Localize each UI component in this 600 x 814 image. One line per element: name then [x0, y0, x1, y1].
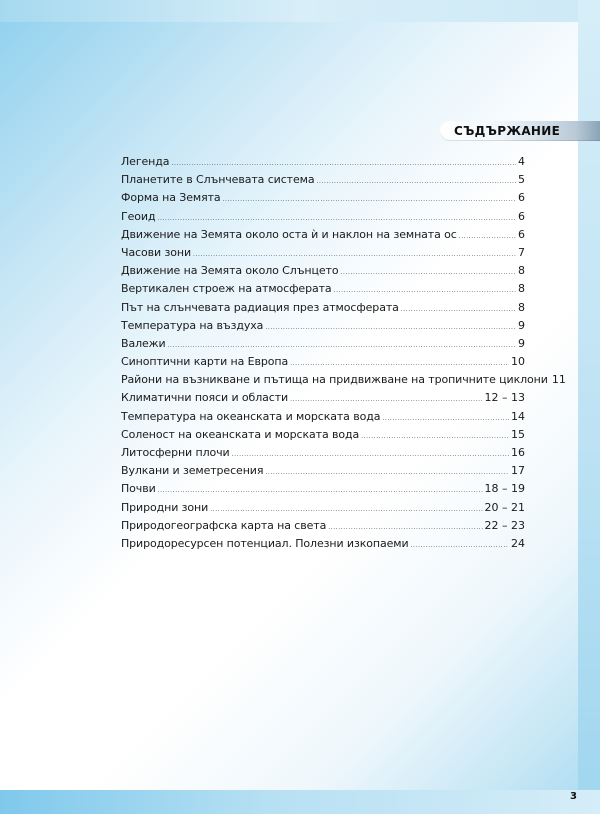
toc-entry-page: 16 [511, 446, 525, 459]
toc-leader-dots [401, 301, 516, 319]
toc-entry-title: Почви [121, 482, 156, 496]
toc-entry-title: Геоид [121, 209, 156, 223]
toc-entry-title: Валежи [121, 336, 166, 350]
toc-entry-title: Форма на Земята [121, 191, 221, 205]
toc-entry[interactable] [121, 535, 525, 553]
toc-entry-title: Движение на Земята около оста ѝ и наклон на земната ос [121, 227, 457, 241]
toc-entry-page: 6 [518, 209, 525, 223]
toc-entry-title: Планетите в Слънчевата система [121, 173, 315, 187]
toc-entry-page: 11 [551, 373, 566, 387]
toc-entry[interactable] [121, 371, 566, 389]
toc-entry-page: 6 [518, 191, 525, 205]
toc-entry-title: Температура на океанската и морската вода [121, 409, 381, 423]
toc-entry[interactable] [121, 353, 525, 371]
toc-entry[interactable] [121, 226, 525, 244]
toc-entry[interactable] [121, 244, 525, 262]
toc-entry-title: Синоптични карти на Европа [121, 355, 289, 369]
toc-entry-page: 8 [518, 300, 525, 314]
toc-entry[interactable] [121, 171, 525, 189]
toc-entry-title: Природогеографска карта на света [121, 518, 327, 532]
toc-entry[interactable] [121, 499, 525, 517]
toc-entry-page: 12 – 13 [484, 391, 525, 405]
toc-leader-dots [265, 319, 516, 337]
toc-entry[interactable] [121, 317, 525, 335]
toc-entry-page: 9 [518, 336, 525, 350]
page-title: СЪДЪРЖАНИЕ [454, 124, 561, 138]
toc-entry-title: Часови зони [121, 245, 192, 259]
toc-entry[interactable] [121, 517, 525, 535]
table-of-contents [121, 153, 566, 553]
toc-entry[interactable] [121, 299, 525, 317]
toc-entry-page: 18 – 19 [484, 482, 525, 496]
toc-leader-dots [223, 191, 516, 209]
toc-entry-title: Легенда [121, 155, 170, 168]
toc-entry[interactable] [121, 208, 525, 226]
toc-entry[interactable] [121, 153, 525, 171]
toc-entry-title: Вертикален строеж на атмосферата [121, 282, 332, 296]
toc-entry-page: 9 [518, 318, 525, 332]
toc-entry-title: Климатични пояси и области [121, 391, 289, 405]
toc-entry-page: 5 [518, 173, 525, 187]
toc-entry-title: Райони на възникване и пътища на придвижване на тропичните циклони [121, 373, 548, 387]
toc-entry[interactable] [121, 262, 525, 280]
toc-entry-page: 6 [518, 227, 525, 241]
toc-entry-title: Движение на Земята около Слънцето [121, 264, 339, 278]
toc-entry-page: 14 [511, 409, 525, 423]
toc-entry[interactable] [121, 280, 525, 298]
toc-leader-dots [265, 464, 509, 482]
toc-leader-dots [316, 173, 516, 191]
toc-leader-dots [411, 537, 509, 555]
toc-entry-title: Природоресурсен потенциал. Полезни изкопаеми [121, 536, 409, 550]
toc-entry[interactable] [121, 462, 525, 480]
bottom-decorative-band [0, 790, 600, 814]
toc-entry-title: Литосферни плочи [121, 446, 230, 459]
toc-leader-dots [232, 446, 509, 464]
toc-leader-dots [361, 428, 509, 446]
toc-entry[interactable] [121, 189, 525, 207]
toc-entry-page: 20 – 21 [484, 500, 525, 514]
toc-entry-page: 17 [511, 464, 525, 478]
toc-entry[interactable] [121, 408, 525, 426]
toc-entry-title: Температура на въздуха [121, 318, 264, 332]
toc-entry-title: Природни зони [121, 500, 209, 514]
toc-entry-page: 4 [518, 155, 525, 168]
toc-leader-dots [459, 228, 516, 246]
toc-entry-page: 7 [518, 245, 525, 259]
toc-entry-page: 22 – 23 [484, 518, 525, 532]
toc-entry[interactable] [121, 444, 525, 462]
toc-entry[interactable] [121, 480, 525, 498]
toc-entry-page: 8 [518, 264, 525, 278]
toc-entry-page: 24 [511, 536, 525, 550]
toc-leader-dots [382, 410, 509, 428]
toc-entry[interactable] [121, 389, 525, 407]
toc-entry-page: 10 [511, 355, 525, 369]
toc-entry-page: 8 [518, 282, 525, 296]
toc-entry-title: Соленост на океанската и морската вода [121, 427, 360, 441]
toc-entry-title: Път на слънчевата радиация през атмосферата [121, 300, 399, 314]
toc-entry[interactable] [121, 426, 525, 444]
top-decorative-band [0, 0, 600, 22]
page-number: 3 [570, 791, 577, 802]
toc-leader-dots [340, 264, 516, 282]
toc-entry-title: Вулкани и земетресения [121, 464, 264, 478]
toc-entry-page: 15 [511, 427, 525, 441]
toc-entry[interactable] [121, 335, 525, 353]
